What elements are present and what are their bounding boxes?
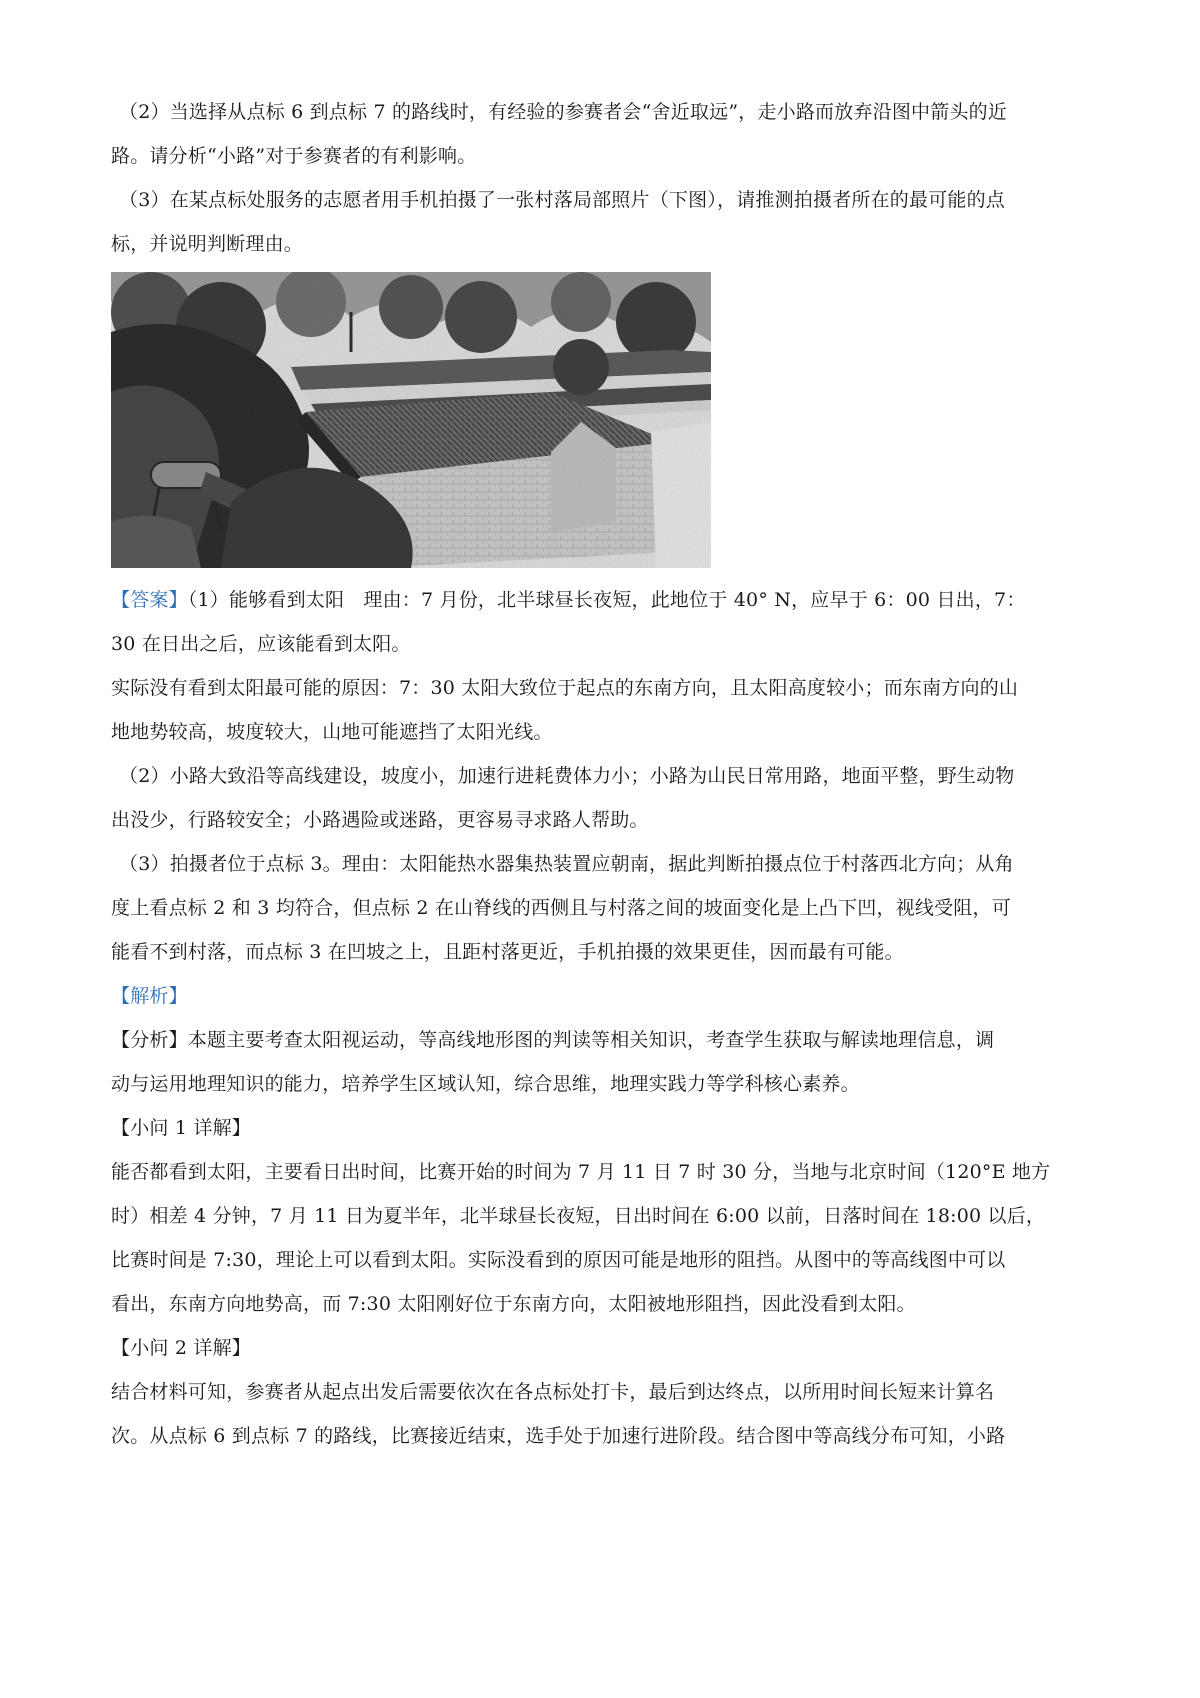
fenxi-line-1: 本题主要考查太阳视运动，等高线地形图的判读等相关知识，考查学生获取与解读地理信息，调 — [187, 1029, 995, 1051]
question-2-line-1: （2）当选择从点标 6 到点标 7 的路线时，有经验的参赛者会“舍近取远”，走小路而放弃沿图中箭头的近 — [119, 101, 1008, 123]
answer-1-line-3: 实际没有看到太阳最可能的原因：7：30 太阳大致位于起点的东南方向，且太阳高度较小；而东南方向的山 — [111, 677, 1019, 699]
detail-2-line-2: 次。从点标 6 到点标 7 的路线，比赛接近结束，选手处于加速行进阶段。结合图中等高线分布可知，小路 — [111, 1425, 1006, 1447]
answer-3-line-3: 能看不到村落，而点标 3 在凹坡之上，且距村落更近，手机拍摄的效果更佳，因而最有可能。 — [111, 941, 904, 963]
detail-1-line-2: 时）相差 4 分钟，7 月 11 日为夏半年，北半球昼长夜短，日出时间在 6:00 以前，日落时间在 18:00 以后， — [111, 1205, 1046, 1227]
fenxi-line-2: 动与运用地理知识的能力，培养学生区域认知，综合思维，地理实践力等学科核心素养。 — [111, 1073, 860, 1095]
answer-label: 【答案】 — [111, 589, 188, 611]
question-3-line-2: 标，并说明判断理由。 — [111, 233, 304, 255]
analysis-label: 【解析】 — [111, 985, 188, 1007]
detail-2-label: 【小问 2 详解】 — [111, 1337, 251, 1359]
answer-3-line-2: 度上看点标 2 和 3 均符合，但点标 2 在山脊线的西侧且与村落之间的坡面变化是上凸下凹，视线受阻，可 — [111, 897, 1011, 919]
answer-2-line-1: （2）小路大致沿等高线建设，坡度小，加速行进耗费体力小；小路为山民日常用路，地面平整，野生动物 — [119, 765, 1015, 787]
answer-1-line-1: （1）能够看到太阳 理由：7 月份，北半球昼长夜短，此地位于 40° N，应早于 6：00 日出，7： — [187, 589, 1026, 611]
answer-2-line-2: 出没少，行路较安全；小路遇险或迷路，更容易寻求路人帮助。 — [111, 809, 649, 831]
document-body — [111, 90, 1101, 1458]
detail-1-line-1: 能否都看到太阳，主要看日出时间，比赛开始的时间为 7 月 11 日 7 时 30 分，当地与北京时间（120°E 地方 — [111, 1161, 1051, 1183]
answer-1-line-2: 30 在日出之后，应该能看到太阳。 — [111, 633, 411, 655]
question-3-line-1: （3）在某点标处服务的志愿者用手机拍摄了一张村落局部照片（下图），请推测拍摄者所在的最可能的点 — [119, 189, 1005, 211]
fenxi-label: 【分析】 — [111, 1029, 188, 1051]
village-photo — [111, 272, 711, 568]
question-2-line-2: 路。请分析“小路”对于参赛者的有利影响。 — [111, 145, 477, 167]
detail-1-line-4: 看出，东南方向地势高，而 7:30 太阳刚好位于东南方向，太阳被地形阻挡，因此没看到太阳。 — [111, 1293, 916, 1315]
detail-1-label: 【小问 1 详解】 — [111, 1117, 251, 1139]
detail-1-line-3: 比赛时间是 7:30，理论上可以看到太阳。实际没看到的原因可能是地形的阻挡。从图中的等高线图中可以 — [111, 1249, 1006, 1271]
answer-1-line-4: 地地势较高，坡度较大，山地可能遮挡了太阳光线。 — [111, 721, 553, 743]
detail-2-line-1: 结合材料可知，参赛者从起点出发后需要依次在各点标处打卡，最后到达终点，以所用时间长短来计算名 — [111, 1381, 995, 1403]
village-photo-icon — [111, 272, 711, 568]
answer-3-line-1: （3）拍摄者位于点标 3。理由：太阳能热水器集热装置应朝南，据此判断拍摄点位于村落西北方向；从角 — [119, 853, 1014, 875]
